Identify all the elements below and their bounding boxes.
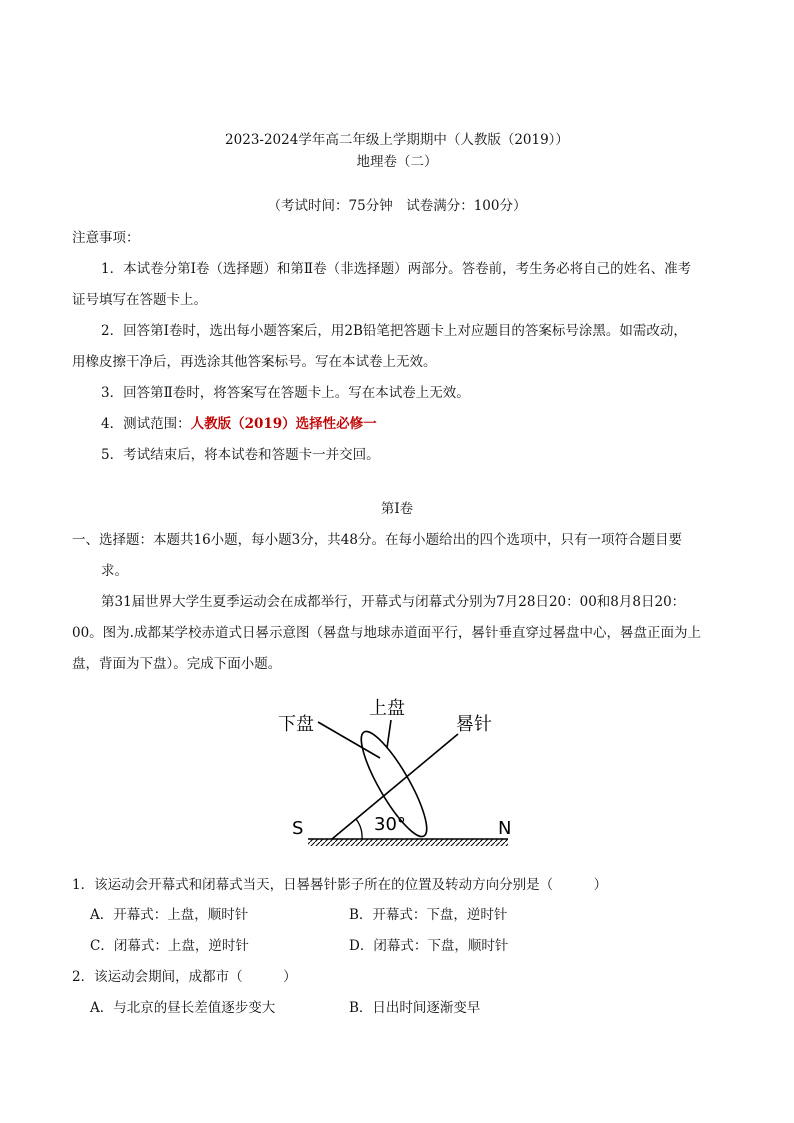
passage-line-3: 盘，背面为下盘）。完成下面小题。 — [72, 656, 282, 672]
sundial-diagram — [270, 692, 530, 862]
note-2-line-1: 2．回答第Ⅰ卷时，选出每小题答案后，用2B铅笔把答题卡上对应题目的答案标号涂黑。如需改动， — [101, 323, 687, 339]
note-1-line-1: 1．本试卷分第Ⅰ卷（选择题）和第Ⅱ卷（非选择题）两部分。答卷前，考生务必将自己的姓名、准考 — [101, 261, 692, 277]
note-4 — [101, 415, 377, 433]
ground-hatch — [308, 839, 508, 846]
upper-plate-pointer — [387, 720, 391, 748]
test-scope: 人教版（2019）选择性必修一 — [190, 416, 377, 432]
section-title: 第Ⅰ卷 — [380, 501, 414, 517]
note-3: 3．回答第Ⅱ卷时，将答案写在答题卡上。写在本试卷上无效。 — [101, 385, 470, 401]
exam-title: 2023-2024学年高二年级上学期期中（人教版（2019）） — [225, 132, 569, 148]
question-1: 1．该运动会开幕式和闭幕式当天，日晷晷针影子所在的位置及转动方向分别是（ ） — [72, 877, 608, 893]
question-2: 2．该运动会期间，成都市（ ） — [72, 969, 297, 985]
passage-line-2: 00。图为.成都某学校赤道式日晷示意图（晷盘与地球赤道面平行，晷针垂直穿过晷盘中心，晷盘正面为上 — [72, 625, 701, 641]
question-2-option-b: B．日出时间逐渐变早 — [349, 1000, 481, 1016]
label-north: N — [498, 818, 512, 839]
question-2-option-a: A．与北京的昼长差值逐步变大 — [90, 1000, 276, 1016]
note-1-line-2: 证号填写在答题卡上。 — [72, 292, 207, 308]
question-1-option-b: B．开幕式：下盘，逆时针 — [349, 907, 508, 923]
question-1-option-c: C．闭幕式：上盘，逆时针 — [90, 938, 249, 954]
label-south: S — [292, 818, 304, 839]
question-1-option-a: A．开幕式：上盘，顺时针 — [90, 907, 249, 923]
label-upper-plate: 上盘 — [369, 698, 405, 719]
label-lower-plate: 下盘 — [278, 714, 314, 735]
exam-info: （考试时间：75分钟 试卷满分：100分） — [267, 198, 527, 214]
note-4-prefix: 4．测试范围： — [101, 416, 191, 432]
notes-heading: 注意事项： — [72, 230, 140, 246]
section-instruction-line-1: 一、选择题：本题共16小题，每小题3分，共48分。在每小题给出的四个选项中，只有一项符合题目要 — [72, 532, 682, 548]
section-instruction-line-2: 求。 — [101, 563, 128, 579]
note-2-line-2: 用橡皮擦干净后，再选涂其他答案标号。写在本试卷上无效。 — [72, 354, 437, 370]
passage-line-1: 第31届世界大学生夏季运动会在成都举行，开幕式与闭幕式分别为7月28日20：00和8月8日20： — [101, 594, 686, 610]
angle-arc — [356, 819, 362, 839]
question-1-option-d: D．闭幕式：下盘，顺时针 — [349, 938, 509, 954]
label-gnomon: 晷针 — [456, 714, 492, 735]
angle-label: 30° — [374, 814, 406, 835]
lower-plate-pointer — [318, 722, 380, 758]
note-5: 5．考试结束后，将本试卷和答题卡一并交回。 — [101, 447, 380, 463]
exam-subtitle: 地理卷（二） — [356, 154, 438, 170]
